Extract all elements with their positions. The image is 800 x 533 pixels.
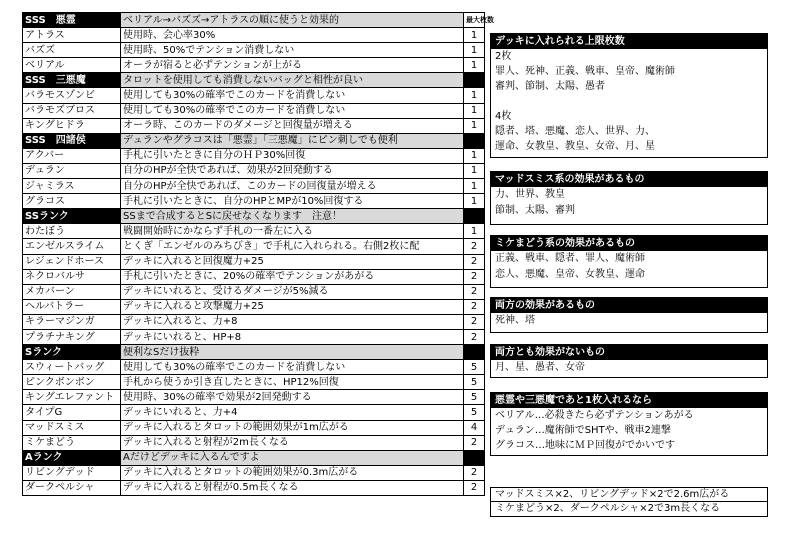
card-effect: オーラが宿ると必ずテンションが上がる	[121, 58, 464, 73]
card-max-count	[464, 133, 485, 148]
card-effect: 使用しても30%の確率でこのカードを消費しない	[121, 103, 464, 118]
card-max-count: 1	[464, 118, 485, 133]
none-box	[490, 344, 768, 378]
limit-line: 審判、節制、太陽、愚者	[495, 81, 605, 92]
madsmith-line-2: 節制、太陽、審判	[495, 205, 575, 216]
footnote-range: マッドスミス×2、リビングデッド×2で2.6m広がる	[490, 487, 768, 502]
limit-line: 4枚	[495, 111, 512, 122]
card-max-count: 2	[464, 314, 485, 329]
card-effect: デッキにいれると、力+4	[121, 405, 464, 420]
card-row	[23, 375, 485, 390]
section-name: SSS 四諸侯	[23, 133, 121, 148]
section-name: SSランク	[23, 209, 121, 224]
card-effect: デッキにいれると、受けるダメージが5%減る	[121, 284, 464, 299]
card-name: エンゼルスライム	[23, 239, 121, 254]
section-name: Aランク	[23, 450, 121, 465]
card-row	[23, 314, 485, 329]
card-name: キングエレファント	[23, 390, 121, 405]
madsmith-line-1: 力、世界、教皇	[495, 189, 565, 200]
card-row	[23, 284, 485, 299]
card-row	[23, 88, 485, 103]
card-row	[23, 465, 485, 480]
section-name: SSS 三悪魔	[23, 73, 121, 88]
card-effect: 使用しても30%の確率でこのカードを消費しない	[121, 88, 464, 103]
card-max-count: 1	[464, 179, 485, 194]
card-name: タイプG	[23, 405, 121, 420]
section-note: 便利なSだけ抜粋	[121, 345, 464, 360]
card-max-count	[464, 345, 485, 360]
card-max-count: 2	[464, 269, 485, 284]
card-name: ジャミラス	[23, 179, 121, 194]
card-row	[23, 299, 485, 314]
card-effect: デッキに入れると攻撃魔力+25	[121, 299, 464, 314]
card-name: ダークペルシャ	[23, 480, 121, 495]
card-effect: 手札から使うか引き直したときに、HP12%回復	[121, 375, 464, 390]
madsmith-box	[490, 171, 768, 225]
card-effect: デッキに入れると回復魔力+25	[121, 254, 464, 269]
footnote-reach: ミケまどう×2、ダークペルシャ×2で3m長くなる	[490, 502, 768, 517]
card-effect: 使用時、50%でテンション消費しない	[121, 43, 464, 58]
card-name: グラコス	[23, 194, 121, 209]
card-effect: 手札に引いたときに、20%の確率でテンションがあがる	[121, 269, 464, 284]
card-name: ヘルバトラー	[23, 299, 121, 314]
none-line-1: 月、星、愚者、女帝	[495, 362, 585, 373]
card-name: プラチナキング	[23, 329, 121, 344]
card-name: メカバーン	[23, 284, 121, 299]
section-note: デュランやグラコスは「悪霊」「三悪魔」にピン刺しでも便利	[121, 133, 464, 148]
card-max-count: 2	[464, 465, 485, 480]
card-max-count: 4	[464, 420, 485, 435]
card-row	[23, 28, 485, 43]
card-max-count: 5	[464, 360, 485, 375]
card-max-count	[464, 450, 485, 465]
card-row	[23, 43, 485, 58]
card-max-count: 2	[464, 239, 485, 254]
card-max-count: 1	[464, 58, 485, 73]
card-name: アトラス	[23, 28, 121, 43]
card-name: バズズ	[23, 43, 121, 58]
card-name: デュラン	[23, 163, 121, 178]
card-effect: デッキに入れると、力+8	[121, 314, 464, 329]
section-header-row	[23, 345, 485, 360]
card-max-count: 5	[464, 390, 485, 405]
one-more-line-1: ベリアル…必殺きたら必ずテンションあがる	[495, 410, 694, 421]
card-effect: 使用時、30%の確率で効果が2回発動する	[121, 390, 464, 405]
card-row	[23, 239, 485, 254]
section-header-row	[23, 73, 485, 88]
mike-line-2: 恋人、悪魔、皇帝、女教皇、運命	[495, 269, 645, 280]
card-max-count	[464, 209, 485, 224]
card-row	[23, 420, 485, 435]
section-name: SSS 悪霊	[23, 13, 121, 28]
card-effect: デッキに入れるとタロットの範囲効果が1m広がる	[121, 420, 464, 435]
section-note: ベリアル→バズズ→アトラスの順に使うと効果的	[121, 13, 464, 28]
card-row	[23, 480, 485, 495]
card-max-count: 1	[464, 103, 485, 118]
card-row	[23, 163, 485, 178]
limit-box	[490, 33, 768, 158]
section-header-row	[23, 450, 485, 465]
card-name: リビングデッド	[23, 465, 121, 480]
max-count-header: 最大枚数	[464, 13, 485, 28]
card-table	[22, 12, 494, 496]
limit-line	[491, 94, 767, 109]
card-effect: デッキにいれると、HP+8	[121, 329, 464, 344]
one-more-box	[490, 392, 768, 456]
card-name: スウィートバッグ	[23, 360, 121, 375]
card-row	[23, 179, 485, 194]
card-effect: 自分のHPが全快であれば、このカードの回復量が増える	[121, 179, 464, 194]
card-max-count	[464, 73, 485, 88]
card-max-count: 2	[464, 254, 485, 269]
card-name: キラーマジンガ	[23, 314, 121, 329]
one-more-line-3: グラコス…地味にＭＰ回復がでかいです	[495, 440, 675, 451]
limit-box-lines	[491, 49, 767, 154]
card-name: バラモスゾンビ	[23, 88, 121, 103]
card-max-count: 2	[464, 480, 485, 495]
card-row	[23, 103, 485, 118]
card-name: バラモズブロス	[23, 103, 121, 118]
section-note: SSまで合成するとSに戻せなくなります 注意！	[121, 209, 464, 224]
card-effect: デッキに入れると射程が0.5m長くなる	[121, 480, 464, 495]
card-row	[23, 390, 485, 405]
section-header-row	[23, 209, 485, 224]
card-max-count: 5	[464, 405, 485, 420]
card-name: アクバー	[23, 148, 121, 163]
card-name: ネクロバルサ	[23, 269, 121, 284]
section-header-row	[23, 13, 485, 28]
card-max-count: 2	[464, 435, 485, 450]
card-max-count: 5	[464, 375, 485, 390]
none-box-title: 両方とも効果がないもの	[491, 345, 767, 360]
card-name: ベリアル	[23, 58, 121, 73]
card-row	[23, 148, 485, 163]
mike-box-title: ミケまどう系の効果があるもの	[491, 236, 767, 251]
section-name: Sランク	[23, 345, 121, 360]
section-header-row	[23, 133, 485, 148]
card-max-count: 1	[464, 43, 485, 58]
card-max-count: 2	[464, 329, 485, 344]
card-row	[23, 254, 485, 269]
card-name: ピンクボンボン	[23, 375, 121, 390]
card-row	[23, 194, 485, 209]
card-name: キングヒドラ	[23, 118, 121, 133]
card-name: レジェンドホース	[23, 254, 121, 269]
card-max-count: 1	[464, 88, 485, 103]
card-name: ミケまどう	[23, 435, 121, 450]
card-row	[23, 224, 485, 239]
section-note: タロットを使用しても消費しないバッグと相性が良い	[121, 73, 464, 88]
both-box	[490, 297, 768, 333]
card-max-count: 1	[464, 163, 485, 178]
card-max-count: 1	[464, 194, 485, 209]
both-box-title: 両方の効果があるもの	[491, 298, 767, 313]
card-effect: 使用時、会心率30%	[121, 28, 464, 43]
card-row	[23, 360, 485, 375]
card-row	[23, 269, 485, 284]
card-effect: デッキに入れるとタロットの範囲効果が0.3m広がる	[121, 465, 464, 480]
card-name: マッドスミス	[23, 420, 121, 435]
limit-line: 2枚	[495, 51, 512, 62]
card-max-count: 1	[464, 28, 485, 43]
one-more-line-2: デュラン…魔術師でSHTや、戦車2連撃	[495, 425, 671, 436]
limit-box-title: デッキに入れられる上限枚数	[491, 34, 767, 49]
card-max-count: 1	[464, 148, 485, 163]
card-effect: とくぎ「エンゼルのみちびき」で手札に入れられる。右側2枚に配	[121, 239, 464, 254]
card-row	[23, 58, 485, 73]
limit-line: 罪人、死神、正義、戦車、皇帝、魔術師	[495, 66, 675, 77]
card-row	[23, 329, 485, 344]
mike-line-1: 正義、戦車、隠者、罪人、魔術師	[495, 253, 645, 264]
card-row	[23, 118, 485, 133]
card-effect: 手札に引いたときに自分のＨＰ30%回復	[121, 148, 464, 163]
card-effect: オーラ時、このカードのダメージと回復量が増える	[121, 118, 464, 133]
card-row	[23, 435, 485, 450]
card-effect: 戦闘開始時にかならず手札の一番左に入る	[121, 224, 464, 239]
card-max-count: 1	[464, 224, 485, 239]
section-note: Aだけどデッキに入るんですよ	[121, 450, 464, 465]
one-more-box-title: 悪霊や三悪魔であと1枚入れるなら	[491, 393, 767, 408]
mike-box	[490, 235, 768, 288]
card-max-count: 2	[464, 284, 485, 299]
limit-line: 運命、女教皇、教皇、女帝、月、星	[495, 141, 655, 152]
card-row	[23, 405, 485, 420]
both-line-1: 死神、塔	[495, 315, 535, 326]
card-max-count: 2	[464, 299, 485, 314]
madsmith-box-title: マッドスミス系の効果があるもの	[491, 172, 767, 187]
card-effect: 使用しても30%の確率でこのカードを消費しない	[121, 360, 464, 375]
card-effect: 手札に引いたときに、自分のHPとMPが10%回復する	[121, 194, 464, 209]
card-effect: 自分のHPが全快であれば、効果が2回発動する	[121, 163, 464, 178]
card-effect: デッキに入れると射程が2m長くなる	[121, 435, 464, 450]
card-name: わたぼう	[23, 224, 121, 239]
limit-line: 隠者、塔、悪魔、恋人、世界、力、	[495, 126, 655, 137]
